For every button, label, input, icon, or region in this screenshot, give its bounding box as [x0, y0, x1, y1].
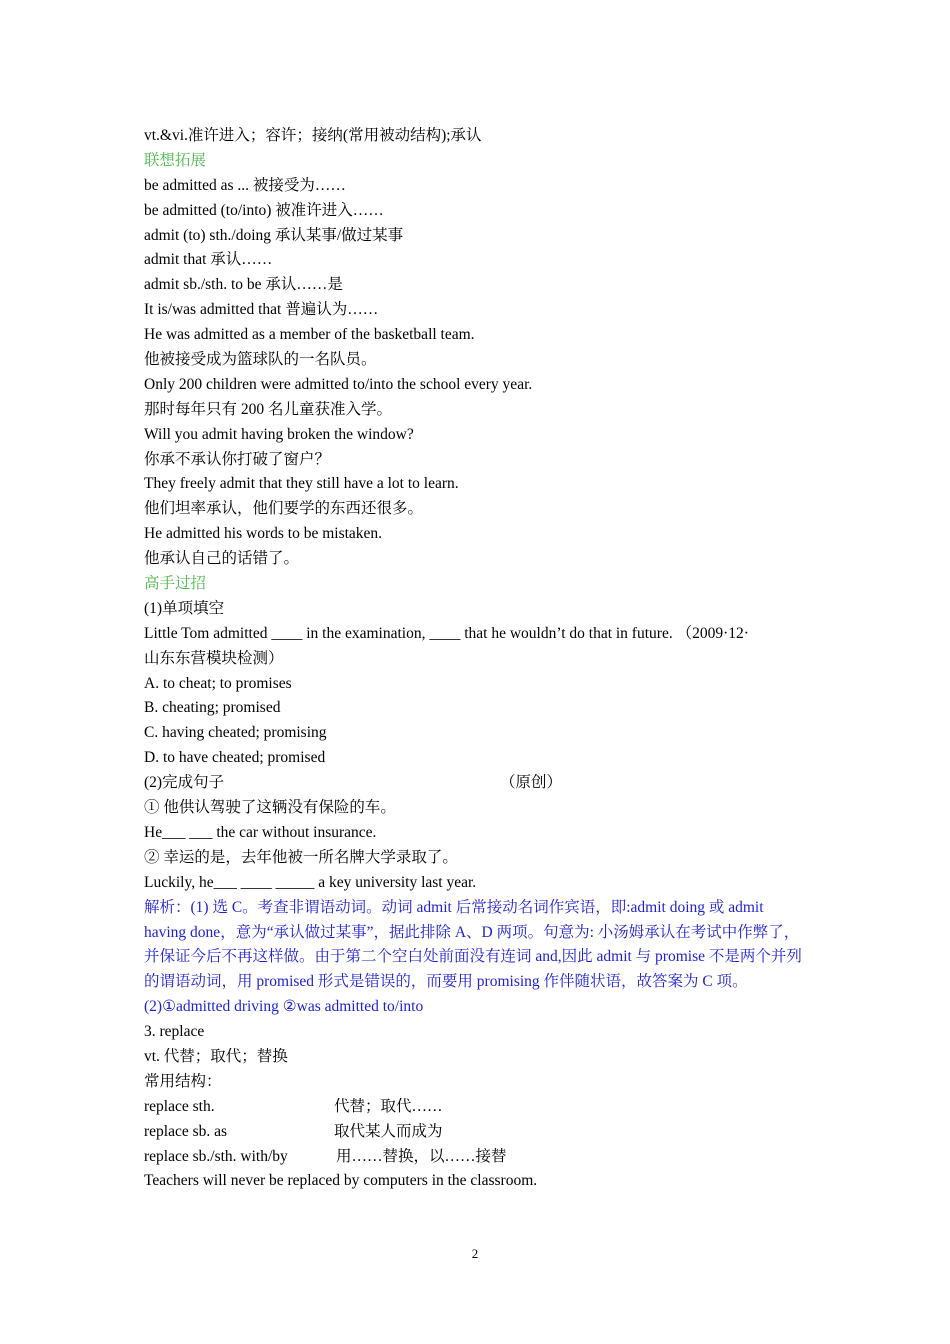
definition-line: vt.&vi.准许进入；容许；接纳(常用被动结构);承认 [144, 127, 482, 144]
page-content [144, 124, 808, 1194]
option-c: C. having cheated; promising [144, 724, 327, 742]
analysis-paragraph: 解析：(1) 选 C。考查非谓语动词。动词 admit 后常接动名词作宾语，即:admit doing 或 admit having done，意为“承认做过某事”，据此排除 A、D 两项。句意为: 小汤姆承认在考试中作弊了，并保证今后不再这样做。由于第二个空白处前面没有连词 and,因此 admit 与 promise 不是两个并列的谓语动词，用 promised 形式是错误的，而要用 promising 作伴随状语，故答案为 C 项。 [144, 898, 802, 991]
sentence-prompt: ② 幸运的是，去年他被一所名牌大学录取了。 [144, 848, 458, 866]
exercise-title-text: (2)完成句子 [144, 774, 225, 792]
structure-phrase: replace sb. as [144, 1122, 228, 1140]
structure-phrase: replace sb./sth. with/by [144, 1147, 288, 1165]
option-a: A. to cheat; to promises [144, 674, 292, 692]
example-sentence: They freely admit that they still have a lot to learn. [144, 475, 459, 493]
example-sentence: He admitted his words to be mistaken. [144, 525, 383, 543]
phrase-line: admit sb./sth. to be 承认……是 [144, 276, 343, 294]
section-heading-practice: 高手过招 [144, 575, 207, 593]
phrase-line: be admitted (to/into) 被准许进入…… [144, 201, 384, 219]
structure-phrase: replace sth. [144, 1097, 215, 1115]
sentence-prompt: ① 他供认驾驶了这辆没有保险的车。 [144, 799, 396, 817]
question-text: Little Tom admitted ____ in the examination, ____ that he wouldn’t do that in future. （2009·12· [144, 624, 749, 642]
option-b: B. cheating; promised [144, 699, 281, 717]
example-translation: 你承不承认你打破了窗户？ [144, 450, 331, 468]
original-note: （原创） [500, 774, 563, 792]
option-d: D. to have cheated; promised [144, 749, 326, 767]
structure-label: 常用结构： [144, 1072, 222, 1090]
structure-meaning: 取代某人而成为 [334, 1122, 443, 1140]
structure-meaning: 代替；取代…… [334, 1097, 443, 1115]
definition-line: vt. 代替；取代；替换 [144, 1048, 288, 1066]
sentence-blank: Luckily, he___ ____ _____ a key university last year. [144, 873, 477, 891]
phrase-line: It is/was admitted that 普遍认为…… [144, 301, 379, 319]
structure-row [144, 1145, 808, 1170]
page-number: 2 [471, 1246, 479, 1261]
word-heading: 3. replace [144, 1023, 205, 1041]
question-source: 山东东营模块检测） [144, 649, 284, 667]
example-sentence: Teachers will never be replaced by computers in the classroom. [144, 1172, 538, 1190]
phrase-line: be admitted as ... 被接受为…… [144, 176, 346, 194]
example-sentence: Will you admit having broken the window? [144, 425, 414, 443]
phrase-line: admit that 承认…… [144, 251, 273, 269]
answer-line: (2)①admitted driving ②was admitted to/into [144, 998, 424, 1016]
example-sentence: He was admitted as a member of the basketball team. [144, 326, 475, 344]
example-translation: 那时每年只有 200 名儿童获准入学。 [144, 400, 393, 418]
phrase-line: admit (to) sth./doing 承认某事/做过某事 [144, 226, 404, 244]
example-sentence: Only 200 children were admitted to/into the school every year. [144, 375, 533, 393]
example-translation: 他被接受成为篮球队的一名队员。 [144, 351, 377, 369]
structure-meaning: 用……替换，以……接替 [336, 1147, 507, 1165]
section-heading-association: 联想拓展 [144, 151, 207, 169]
exercise-title: (1)单项填空 [144, 599, 225, 617]
exercise-title-2 [144, 771, 808, 796]
example-translation: 他承认自己的话错了。 [144, 550, 300, 568]
sentence-blank: He___ ___ the car without insurance. [144, 823, 377, 841]
structure-row [144, 1095, 808, 1120]
structure-row [144, 1120, 808, 1145]
example-translation: 他们坦率承认，他们要学的东西还很多。 [144, 500, 424, 518]
